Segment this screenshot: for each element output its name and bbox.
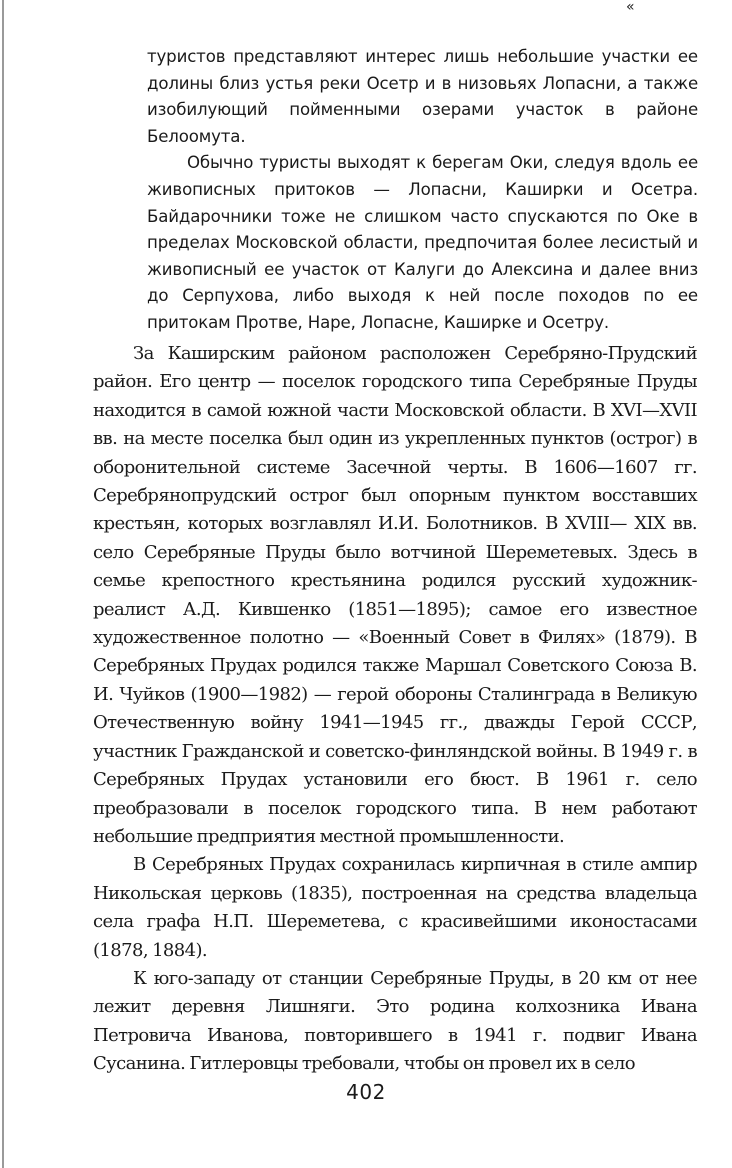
sidebar-text-block bbox=[147, 44, 698, 337]
main-paragraph: За Каширским районом расположен Серебряно-Прудский район. Его центр — поселок городского типа Серебряные Пруды находится в самой южной части Московской области. В XVI—XVII вв. на месте поселка был один из укрепленных пунктов (острог) в оборонительной системе Засечной черты. В 1606—1607 гг. Серебрянопрудский острог был опорным пунктом восставших крестьян, которых возглавлял И.И. Болотников. В XVIII— XIX вв. село Серебряные Пруды было вотчиной Шереметевых. Здесь в семье крепостного крестьянина родился русский художник-реалист А.Д. Кившенко (1851—1895); самое его известное художественное полотно — «Военный Совет в Филях» (1879). В Серебряных Прудах родился также Маршал Советского Союза В. И. Чуйков (1900—1982) — герой обороны Сталинграда в Великую Отечественную войну 1941—1945 гг., дважды Герой СССР, участник Гражданской и советско-финляндской войны. В 1949 г. в Серебряных Прудах установили его бюст. В 1961 г. село преобразовали в поселок городского типа. В нем работают небольшие предприятия местной промышленности. bbox=[93, 343, 697, 847]
page-number: 402 bbox=[346, 1080, 386, 1104]
main-paragraph: К юго-западу от станции Серебряные Пруды, в 20 км от нее лежит деревня Лишняги. Это родина колхозника Ивана Петровича Иванова, повторившего в 1941 г. подвиг Ивана Сусанина. Гитлеровцы требовали, чтобы он провел их в село bbox=[93, 967, 697, 1075]
corner-mark: « bbox=[626, 0, 635, 15]
page-edge-line bbox=[2, 0, 4, 1168]
main-text-block bbox=[93, 340, 697, 1079]
main-paragraph: В Серебряных Прудах сохранилась кирпичная в стиле ампир Никольская церковь (1835), построенная на средства владельца села графа Н.П. Шереметева, с красивейшими иконостасами (1878, 1884). bbox=[93, 854, 697, 961]
sidebar-paragraph: Обычно туристы выходят к берегам Оки, следуя вдоль ее живописных притоков — Лопасни, Каширки и Осетра. Байдарочники тоже не слишком часто спускаются по Оке в пределах Московской области, предпочитая более лесистый и живописный ее участок от Калуги до Алексина и далее вниз до Серпухова, либо выходя к ней после походов по ее притокам Протве, Наре, Лопасне, Каширке и Осетру. bbox=[147, 153, 698, 332]
sidebar-paragraph: туристов представляют интерес лишь небольшие участки ее долины близ устья реки Осетр и в низовьях Лопасни, а также изобилующий пойменными озерами участок в районе Белоомута. bbox=[147, 47, 698, 146]
